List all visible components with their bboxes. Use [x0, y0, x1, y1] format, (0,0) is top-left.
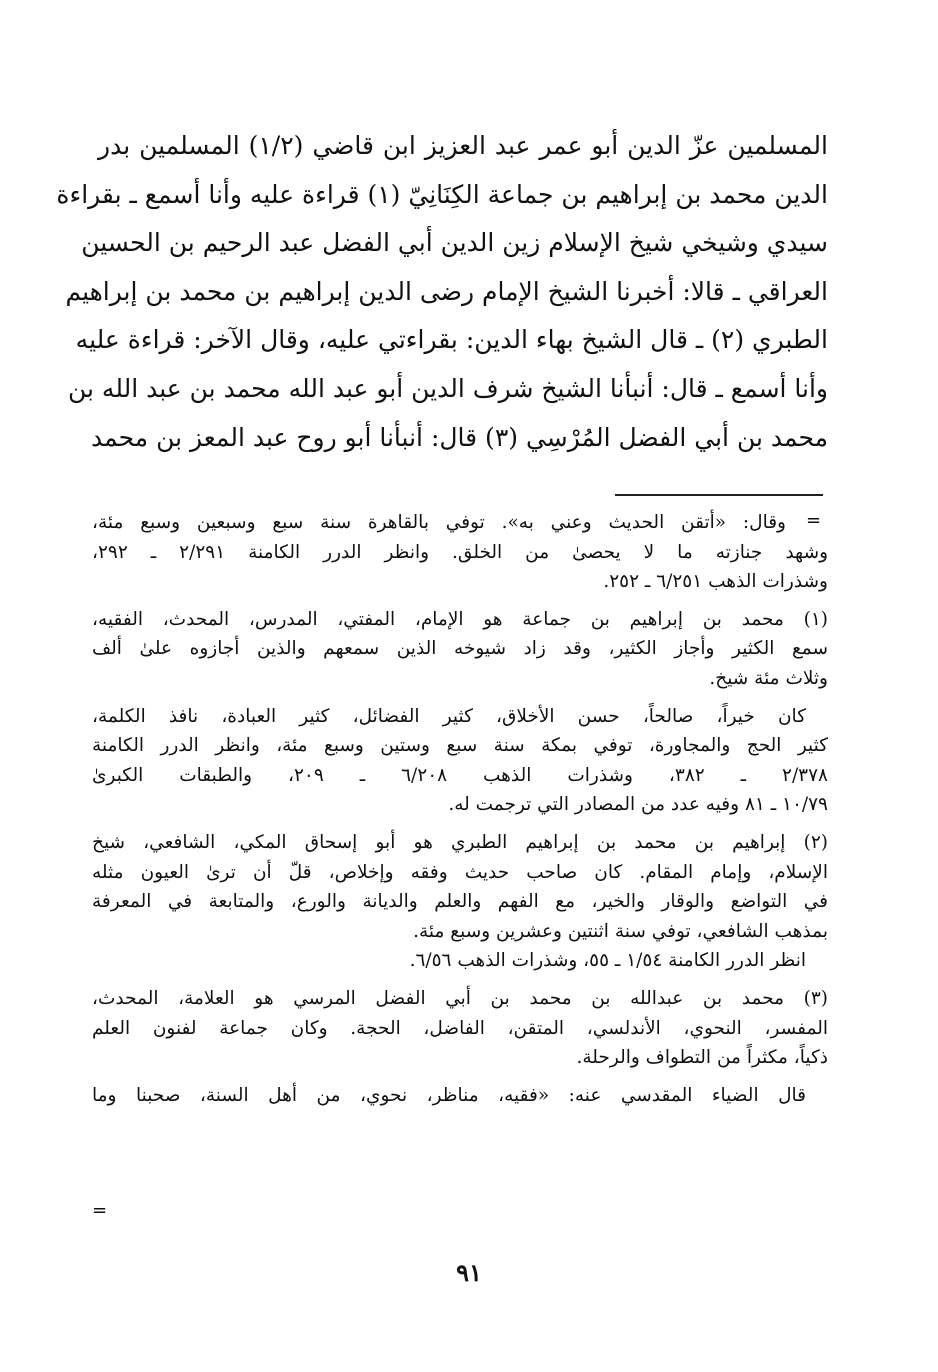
- footnote-line: وشهد جنازته ما لا يحصىٰ من الخلق. وانظر الدرر الكامنة ٢/٢٩١ ـ ٢٩٢،: [92, 541, 828, 563]
- page-number: ٩١: [456, 1258, 482, 1287]
- footnote-line: وقال: «أتقن الحديث وعني به». توفي بالقاهرة سنة سبع وسبعين وسبع مئة،: [92, 512, 786, 533]
- footnote-line: انظر الدرر الكامنة ١/٥٤ ـ ٥٥، وشذرات الذهب ٦/٥٦.: [409, 950, 806, 972]
- main-text-body: [56, 122, 828, 462]
- footnote-line: كثير الحج والمجاورة، توفي بمكة سنة سبع وستين وسبع مئة، وانظر الدرر الكامنة: [92, 735, 828, 757]
- footnote-line: وثلاث مئة شيخ.: [709, 667, 828, 689]
- footnote-line: المفسر، النحوي، الأندلسي، المتقن، الفاضل، الحجة. وكان جماعة لفنون العلم: [92, 1017, 828, 1039]
- main-text-line: الدين محمد بن إبراهيم بن جماعة الكِنَانِيّ (١) قراءة عليه وأنا أسمع ـ بقراءة: [56, 179, 828, 209]
- main-text-line: وأنا أسمع ـ قال: أنبأنا الشيخ شرف الدين أبو عبد الله محمد بن عبد الله بن: [68, 373, 828, 403]
- footnote-line: كان خيراً، صالحاً، حسن الأخلاق، كثير الفضائل، كثير العبادة، نافذ الكلمة،: [92, 705, 806, 727]
- footnote-line: (١) محمد بن إبراهيم بن جماعة هو الإمام، المفتي، المدرس، المحدث، الفقيه،: [92, 608, 828, 630]
- main-text-line: المسلمين عزّ الدين أبو عمر عبد العزيز ابن قاضي (١/٢) المسلمين بدر: [98, 131, 828, 160]
- main-text-line: محمد بن أبي الفضل المُرْسِي (٣) قال: أنبأنا أبو روح عبد المعز بن محمد: [91, 422, 828, 452]
- footnote-line: ٢/٣٧٨ ـ ٣٨٢، وشذرات الذهب ٦/٢٠٨ ـ ٢٠٩، والطبقات الكبرىٰ: [92, 764, 828, 786]
- continuation-mark-bottom: =: [92, 1200, 108, 1221]
- main-text-line: سيدي وشيخي شيخ الإسلام زين الدين أبي الفضل عبد الرحيم بن الحسين: [81, 228, 828, 258]
- main-text-line: الطبري (٢) ـ قال الشيخ بهاء الدين: بقراءتي عليه، وقال الآخر: قراءة عليه: [75, 325, 828, 355]
- footnote-divider: [615, 494, 823, 496]
- footnote-line: ١٠/٧٩ ـ ٨١ وفيه عدد من المصادر التي ترجمت له.: [448, 794, 828, 816]
- footnote-line: بمذهب الشافعي، توفي سنة اثنتين وعشرين وسبع مئة.: [413, 920, 828, 942]
- footnote-line: الإسلام، وإمام المقام. كان صاحب حديث وفقه وإخلاص، قلّ أن ترىٰ العيون مثله: [92, 861, 828, 883]
- footnote-line: (٢) إبراهيم بن محمد بن إبراهيم الطبري هو أبو إسحاق المكي، الشافعي، شيخ: [92, 831, 828, 853]
- footnotes-section: [92, 508, 828, 1110]
- main-text-line: العراقي ـ قالا: أخبرنا الشيخ الإمام رضى الدين إبراهيم بن محمد بن إبراهيم: [65, 276, 828, 306]
- footnote-line: في التواضع والوقار والخير، مع الفهم والعلم والديانة والورع، والمتابعة في المعرفة: [92, 891, 828, 913]
- footnote-line: سمع الكثير وأجاز الكثير، وقد زاد شيوخه الذين سمعهم والذين أجازوه علىٰ ألف: [92, 638, 828, 660]
- footnote-line: قال الضياء المقدسي عنه: «فقيه، مناظر، نحوي، من أهل السنة، صحبنا وما: [92, 1084, 806, 1106]
- footnote-line: (٣) محمد بن عبدالله بن محمد بن أبي الفضل المرسي هو العلامة، المحدث،: [92, 987, 828, 1009]
- footnote-line: ذكياً، مكثراً من التطواف والرحلة.: [576, 1047, 828, 1069]
- footnote-line: وشذرات الذهب ٦/٢٥١ ـ ٢٥٢.: [603, 571, 828, 593]
- continuation-mark-top: =: [806, 510, 822, 531]
